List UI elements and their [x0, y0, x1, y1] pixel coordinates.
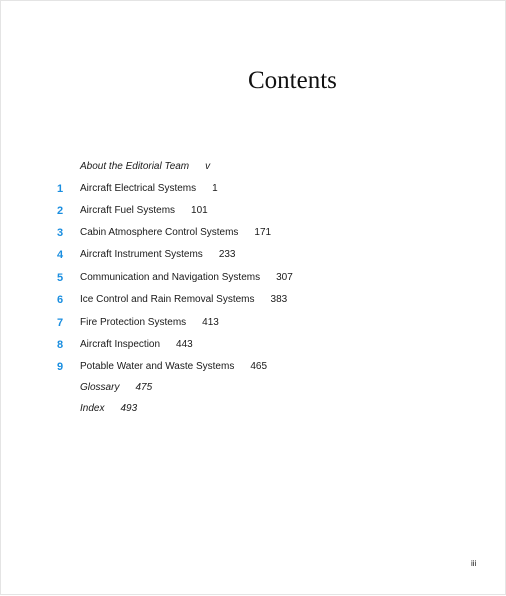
- table-of-contents: [1, 1, 506, 596]
- toc-entry-page: 307: [276, 272, 293, 283]
- toc-entry-page: 475: [135, 382, 153, 393]
- toc-entry-text: [80, 315, 219, 331]
- toc-entry-page: 383: [270, 294, 288, 305]
- toc-entry-title: About the Editorial Team: [80, 161, 190, 172]
- chapter-number: 6: [57, 294, 64, 306]
- toc-entry-text: [80, 247, 236, 263]
- toc-entry-title: Ice Control and Rain Removal Systems: [80, 294, 255, 305]
- toc-entry-text: [80, 380, 152, 396]
- toc-entry-text: [80, 270, 293, 286]
- toc-entry-title: Glossary: [80, 382, 120, 393]
- toc-entry-page: 101: [191, 205, 208, 216]
- chapter-number: 7: [57, 317, 64, 329]
- toc-entry-title: Communication and Navigation Systems: [80, 272, 261, 283]
- toc-entry-text: [80, 203, 208, 219]
- toc-entry-title: Index: [80, 403, 105, 414]
- toc-entry-title: Aircraft Instrument Systems: [80, 249, 203, 260]
- toc-entry-title: Cabin Atmosphere Control Systems: [80, 227, 239, 238]
- toc-entry-text: [80, 401, 137, 417]
- toc-entry-text: [80, 292, 287, 308]
- chapter-number: 5: [57, 272, 64, 284]
- chapter-number: 1: [57, 183, 64, 195]
- toc-entry-title: Aircraft Electrical Systems: [80, 183, 197, 194]
- chapter-number: 9: [57, 361, 64, 373]
- toc-entry-text: [80, 159, 210, 175]
- toc-entry-title: Potable Water and Waste Systems: [80, 361, 235, 372]
- toc-entry-title: Fire Protection Systems: [80, 317, 187, 328]
- toc-entry-page: 233: [218, 249, 236, 260]
- toc-entry-page: v: [205, 161, 211, 172]
- toc-entry-page: 465: [250, 361, 268, 372]
- toc-entry-text: [80, 337, 193, 353]
- toc-entry-page: 1: [212, 183, 218, 194]
- chapter-number: 4: [57, 249, 64, 261]
- chapter-number: 8: [57, 339, 64, 351]
- toc-entry-page: 493: [120, 403, 138, 414]
- toc-entry-text: [80, 181, 218, 197]
- toc-entry-text: [80, 225, 271, 241]
- page-title: Contents: [248, 67, 337, 94]
- page-number: iii: [471, 559, 477, 568]
- chapter-number: 3: [57, 227, 64, 239]
- toc-entry-page: 413: [202, 317, 219, 328]
- toc-entry-title: Aircraft Inspection: [80, 339, 161, 350]
- toc-entry-page: 443: [176, 339, 193, 350]
- toc-entry-title: Aircraft Fuel Systems: [80, 205, 176, 216]
- toc-entry-text: [80, 359, 267, 375]
- toc-entry-page: 171: [254, 227, 272, 238]
- chapter-number: 2: [57, 205, 64, 217]
